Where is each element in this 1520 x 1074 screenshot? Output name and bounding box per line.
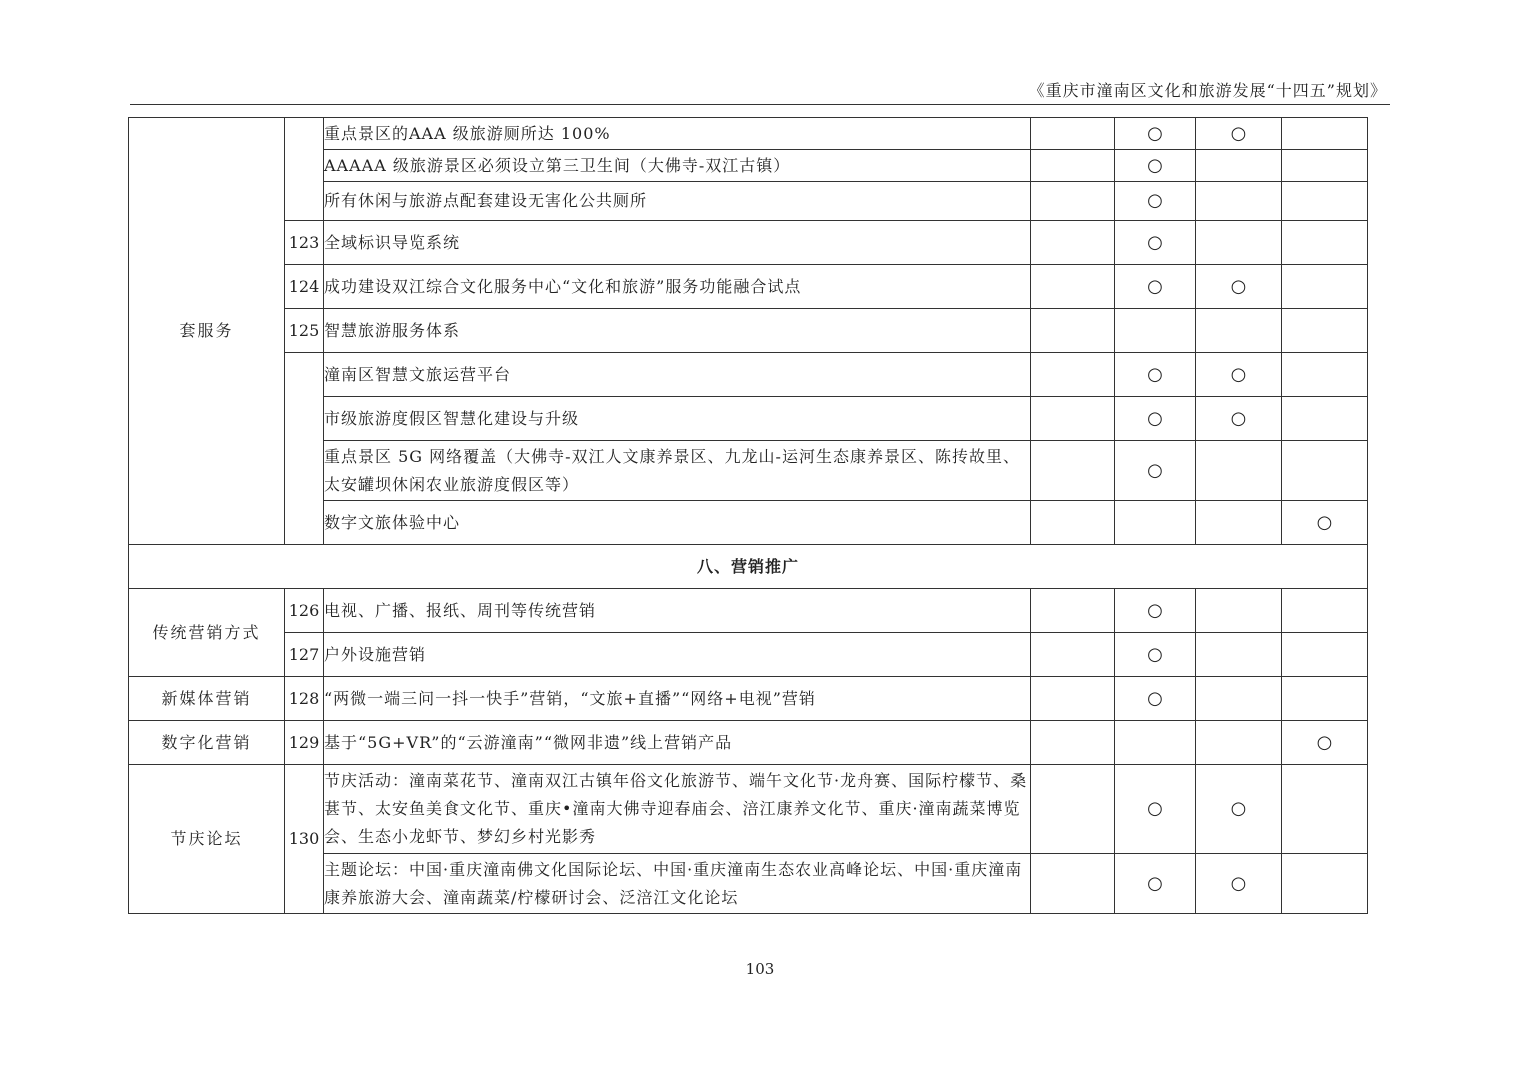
mark-cell-2 [1115, 309, 1196, 353]
mark-cell-1 [1031, 441, 1115, 501]
item-cell: 市级旅游度假区智慧化建设与升级 [324, 397, 1031, 441]
category-cell: 数字化营销 [129, 721, 285, 765]
mark-cell-4 [1282, 265, 1368, 309]
mark-cell-3 [1196, 633, 1282, 677]
item-cell: 电视、广播、报纸、周刊等传统营销 [324, 589, 1031, 633]
item-cell: 主题论坛：中国·重庆潼南佛文化国际论坛、中国·重庆潼南生态农业高峰论坛、中国·重庆潼南康养旅游大会、潼南蔬菜/柠檬研讨会、泛涪江文化论坛 [324, 854, 1031, 914]
category-cell: 套服务 [129, 118, 285, 545]
item-cell: 所有休闲与旅游点配套建设无害化公共厕所 [324, 182, 1031, 221]
mark-cell-4 [1282, 441, 1368, 501]
item-cell: 成功建设双江综合文化服务中心“文化和旅游”服务功能融合试点 [324, 265, 1031, 309]
mark-cell-4 [1282, 309, 1368, 353]
mark-cell-2: ○ [1115, 397, 1196, 441]
mark-cell-4 [1282, 633, 1368, 677]
mark-cell-1 [1031, 118, 1115, 150]
mark-cell-4 [1282, 677, 1368, 721]
mark-cell-3: ○ [1196, 353, 1282, 397]
item-cell: 全域标识导览系统 [324, 221, 1031, 265]
mark-cell-2: ○ [1115, 182, 1196, 221]
table-row [129, 765, 1368, 854]
mark-cell-3 [1196, 221, 1282, 265]
mark-cell-1 [1031, 397, 1115, 441]
item-cell: 数字文旅体验中心 [324, 501, 1031, 545]
mark-cell-2: ○ [1115, 633, 1196, 677]
number-cell: 127 [285, 633, 324, 677]
table-row [129, 633, 1368, 677]
item-cell: 基于“5G+VR”的“云游潼南”“微网非遗”线上营销产品 [324, 721, 1031, 765]
table-row [129, 118, 1368, 150]
mark-cell-3: ○ [1196, 397, 1282, 441]
mark-cell-2: ○ [1115, 589, 1196, 633]
table-row [129, 221, 1368, 265]
mark-cell-1 [1031, 353, 1115, 397]
category-cell: 传统营销方式 [129, 589, 285, 677]
table-row [129, 589, 1368, 633]
mark-cell-3 [1196, 677, 1282, 721]
mark-cell-4 [1282, 854, 1368, 914]
item-cell: “两微一端三问一抖一快手”营销，“文旅+直播”“网络+电视”营销 [324, 677, 1031, 721]
mark-cell-2: ○ [1115, 765, 1196, 854]
mark-cell-2: ○ [1115, 677, 1196, 721]
number-cell: 125 [285, 309, 324, 353]
mark-cell-4 [1282, 589, 1368, 633]
mark-cell-3 [1196, 589, 1282, 633]
number-cell: 128 [285, 677, 324, 721]
category-cell: 节庆论坛 [129, 765, 285, 914]
mark-cell-2: ○ [1115, 353, 1196, 397]
item-cell: 户外设施营销 [324, 633, 1031, 677]
mark-cell-2: ○ [1115, 854, 1196, 914]
mark-cell-2: ○ [1115, 150, 1196, 182]
number-cell: 123 [285, 221, 324, 265]
item-cell: 智慧旅游服务体系 [324, 309, 1031, 353]
mark-cell-3 [1196, 441, 1282, 501]
table-row [129, 721, 1368, 765]
item-cell: 潼南区智慧文旅运营平台 [324, 353, 1031, 397]
mark-cell-4 [1282, 765, 1368, 854]
mark-cell-3 [1196, 501, 1282, 545]
mark-cell-4 [1282, 353, 1368, 397]
mark-cell-2: ○ [1115, 118, 1196, 150]
item-cell: 节庆活动：潼南菜花节、潼南双江古镇年俗文化旅游节、端午文化节·龙舟赛、国际柠檬节、桑葚节、太安鱼美食文化节、重庆•潼南大佛寺迎春庙会、涪江康养文化节、重庆·潼南蔬菜博览会、生态小龙虾节、梦幻乡村光影秀 [324, 765, 1031, 854]
header-divider [130, 104, 1390, 105]
mark-cell-1 [1031, 677, 1115, 721]
mark-cell-2: ○ [1115, 265, 1196, 309]
page-number: 103 [745, 960, 775, 978]
number-cell [285, 353, 324, 545]
mark-cell-4 [1282, 182, 1368, 221]
mark-cell-4: ○ [1282, 501, 1368, 545]
mark-cell-3: ○ [1196, 118, 1282, 150]
mark-cell-1 [1031, 309, 1115, 353]
mark-cell-1 [1031, 182, 1115, 221]
mark-cell-3 [1196, 182, 1282, 221]
mark-cell-1 [1031, 265, 1115, 309]
number-cell: 126 [285, 589, 324, 633]
mark-cell-1 [1031, 150, 1115, 182]
mark-cell-4 [1282, 118, 1368, 150]
mark-cell-2 [1115, 501, 1196, 545]
mark-cell-3: ○ [1196, 265, 1282, 309]
mark-cell-2 [1115, 721, 1196, 765]
mark-cell-1 [1031, 589, 1115, 633]
document-header-title: 《重庆市潼南区文化和旅游发展“十四五”规划》 [1028, 81, 1387, 100]
item-cell: 重点景区的AAA 级旅游厕所达 100% [324, 118, 1031, 150]
table-row [129, 677, 1368, 721]
mark-cell-2: ○ [1115, 441, 1196, 501]
mark-cell-4 [1282, 221, 1368, 265]
mark-cell-3 [1196, 150, 1282, 182]
table-row [129, 265, 1368, 309]
mark-cell-4 [1282, 150, 1368, 182]
section-heading: 八、营销推广 [129, 545, 1368, 589]
table-row [129, 309, 1368, 353]
project-plan-table [128, 117, 1368, 914]
mark-cell-3: ○ [1196, 854, 1282, 914]
number-cell: 130 [285, 765, 324, 914]
mark-cell-3 [1196, 309, 1282, 353]
section-row [129, 545, 1368, 589]
table-row [129, 353, 1368, 397]
mark-cell-3: ○ [1196, 765, 1282, 854]
item-cell: 重点景区 5G 网络覆盖（大佛寺-双江人文康养景区、九龙山-运河生态康养景区、陈抟故里、太安罐坝休闲农业旅游度假区等） [324, 441, 1031, 501]
mark-cell-2: ○ [1115, 221, 1196, 265]
mark-cell-1 [1031, 221, 1115, 265]
number-cell [285, 118, 324, 221]
mark-cell-1 [1031, 721, 1115, 765]
mark-cell-3 [1196, 721, 1282, 765]
mark-cell-1 [1031, 633, 1115, 677]
category-cell: 新媒体营销 [129, 677, 285, 721]
mark-cell-1 [1031, 501, 1115, 545]
mark-cell-4: ○ [1282, 721, 1368, 765]
number-cell: 124 [285, 265, 324, 309]
mark-cell-4 [1282, 397, 1368, 441]
mark-cell-1 [1031, 765, 1115, 854]
item-cell: AAAAA 级旅游景区必须设立第三卫生间（大佛寺-双江古镇） [324, 150, 1031, 182]
number-cell: 129 [285, 721, 324, 765]
mark-cell-1 [1031, 854, 1115, 914]
